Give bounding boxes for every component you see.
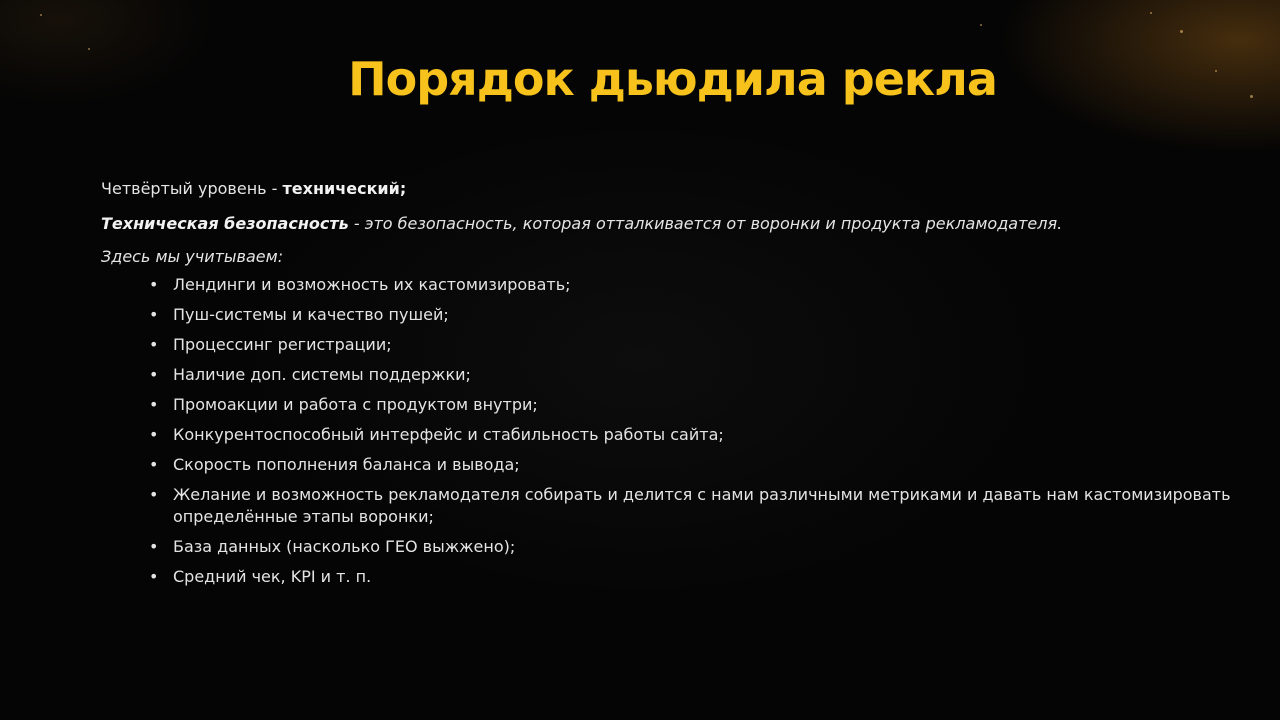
bullet-dot: • <box>149 567 159 586</box>
background-sparkle <box>1180 30 1183 33</box>
bullet-text: Скорость пополнения баланса и вывода; <box>173 455 520 474</box>
bullet-dot: • <box>149 485 159 504</box>
consider-label: Здесь мы учитываем: <box>101 247 284 266</box>
slide-title: Порядок дьюдила рекла <box>348 52 997 106</box>
bullet-item <box>149 364 1231 386</box>
definition-text: - это безопасность, которая отталкивается от воронки и продукта рекламодателя. <box>348 214 1063 233</box>
bullet-item <box>149 304 1231 326</box>
bullet-item <box>149 566 1231 588</box>
bullet-item <box>149 334 1231 356</box>
bullet-item <box>149 484 1231 528</box>
bullet-dot: • <box>149 395 159 414</box>
bullet-dot: • <box>149 537 159 556</box>
background-sparkle <box>1150 12 1152 14</box>
bullet-text: Пуш-системы и качество пушей; <box>173 305 449 324</box>
bullet-item <box>149 454 1231 476</box>
background-sparkle <box>40 14 42 16</box>
bullet-list <box>101 274 1231 588</box>
bullet-text: Наличие доп. системы поддержки; <box>173 365 471 384</box>
bullet-item <box>149 536 1231 558</box>
bullet-dot: • <box>149 335 159 354</box>
background-sparkle <box>88 48 90 50</box>
bullet-item <box>149 274 1231 296</box>
bullet-dot: • <box>149 455 159 474</box>
bullet-text: Промоакции и работа с продуктом внутри; <box>173 395 538 414</box>
bullet-dot: • <box>149 305 159 324</box>
bullet-text: Лендинги и возможность их кастомизировать; <box>173 275 571 294</box>
definition <box>101 213 1231 235</box>
level-line <box>101 178 1231 200</box>
bullet-text: Процессинг регистрации; <box>173 335 392 354</box>
bullet-dot: • <box>149 425 159 444</box>
bullet-dot: • <box>149 275 159 294</box>
bullet-item <box>149 424 1231 446</box>
slide-body <box>101 178 1231 596</box>
bullet-text: Желание и возможность рекламодателя собирать и делится с нами различными метриками и давать нам кастомизировать определённые этапы воронки; <box>173 485 1231 526</box>
background-sparkle <box>980 24 982 26</box>
bullet-text: База данных (насколько ГЕО выжжено); <box>173 537 516 556</box>
bullet-text: Средний чек, KPI и т. п. <box>173 567 372 586</box>
bullet-dot: • <box>149 365 159 384</box>
bullet-item <box>149 394 1231 416</box>
level-line-prefix: Четвёртый уровень - <box>101 179 283 198</box>
level-line-bold: технический; <box>282 179 407 198</box>
definition-term: Техническая безопасность <box>101 214 349 233</box>
bullet-text: Конкурентоспособный интерфейс и стабильность работы сайта; <box>173 425 724 444</box>
